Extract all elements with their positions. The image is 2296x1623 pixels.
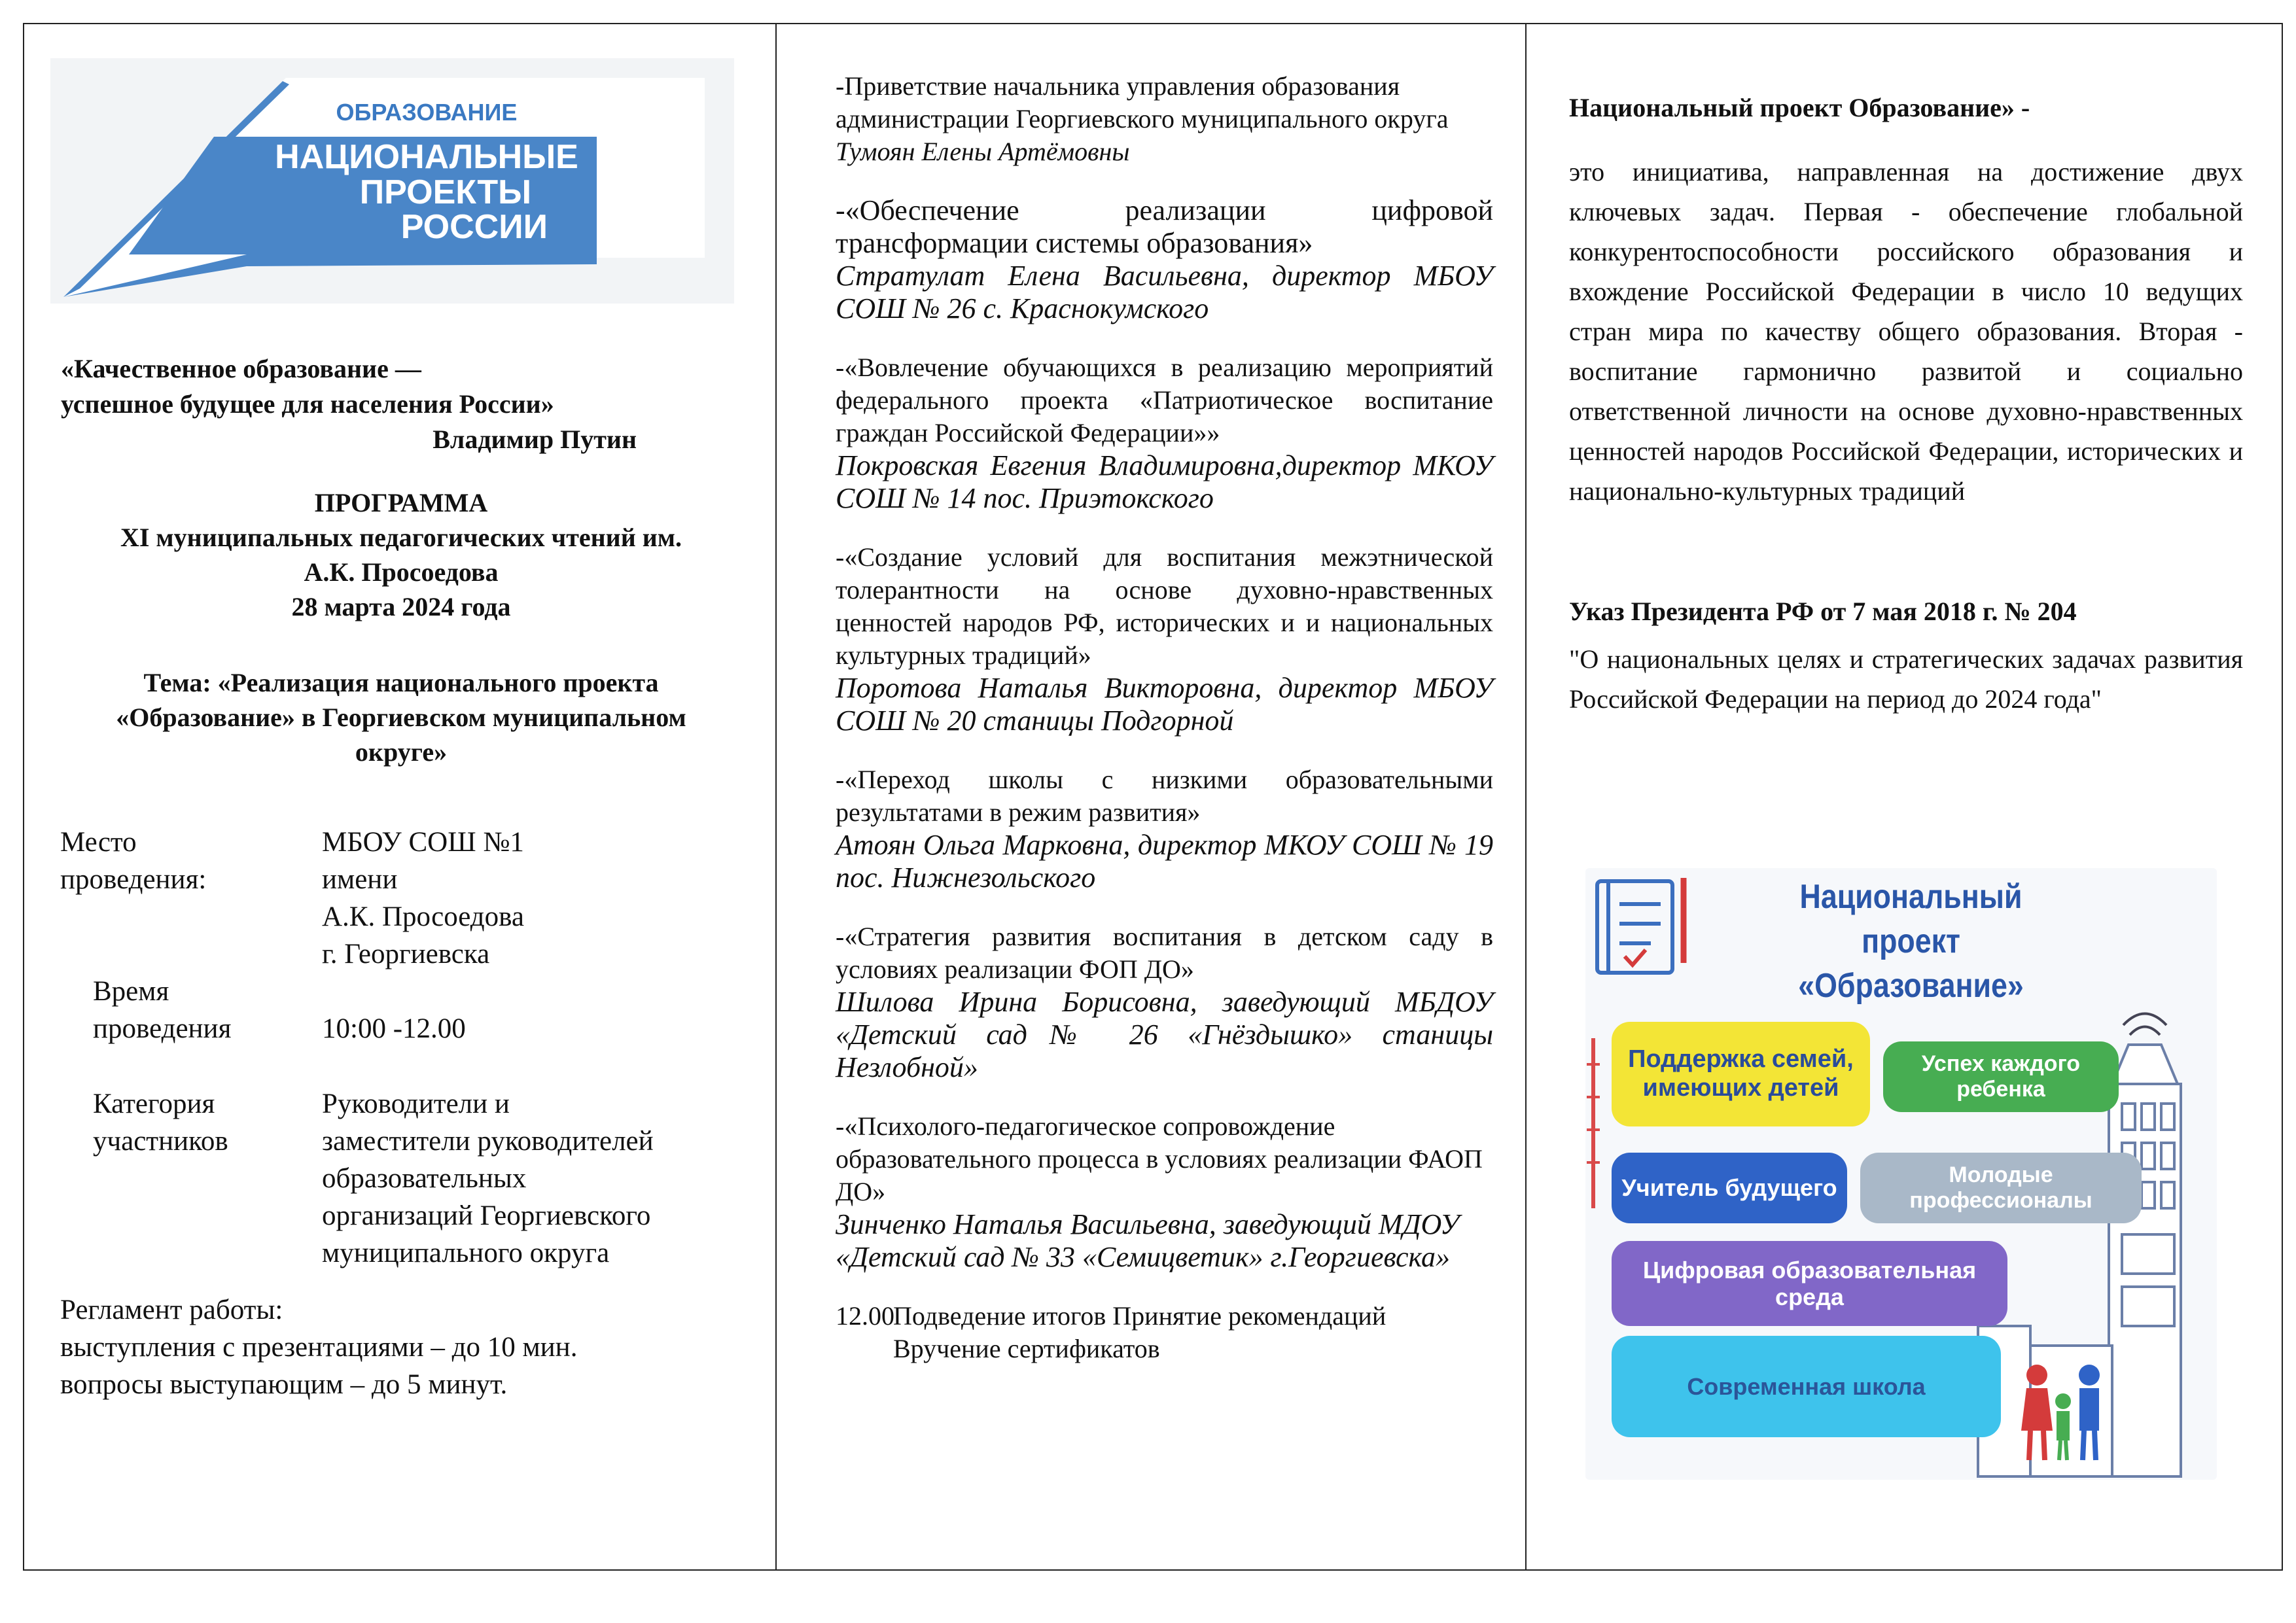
closing-line-2: Вручение сертификатов [893,1334,1160,1363]
venue-line-4: г. Георгиевска [322,939,490,969]
agenda-item-speaker: Зинченко Наталья Васильевна, заведующий МДОУ «Детский сад № 33 «Семицветик» г.Георгиевска» [836,1208,1460,1273]
category-line-1: Руководители и [322,1089,510,1119]
project-infographic [1585,868,2217,1480]
infographic-title [1757,875,2064,1008]
regulation-line-2: вопросы выступающим – до 5 минут. [60,1369,508,1400]
pill-family-support-line-1: Поддержка семей, [1628,1045,1854,1073]
pill-family-support-line-2: имеющих детей [1642,1074,1839,1102]
agenda-item [836,194,1493,325]
agenda-closing [836,1300,1493,1365]
venue-line-3: А.К. Просоедова [322,901,524,932]
program-title: ПРОГРАММА [314,488,488,517]
venue-line-2: имени [322,864,398,895]
pill-modern-school: Современная школа [1612,1336,2001,1437]
theme-line-1: Тема: «Реализация национального проекта [143,668,659,697]
category-value [322,1085,747,1272]
time-value: 10:00 -12.00 [322,1013,466,1044]
thermometer-icon [1587,1038,1600,1208]
logo-text-education: ОБРАЗОВАНИЕ [336,99,518,126]
closing-text [893,1300,1386,1365]
agenda-item-speaker: Поротова Наталья Викторовна, директор МБОУ СОШ № 20 станицы Подгорной [836,672,1493,737]
theme-line-3: округе» [355,737,448,767]
logo-text-projects: ПРОЕКТЫ [359,173,531,211]
time-label [93,973,302,1047]
agenda-item [836,920,1493,1084]
agenda-list [836,70,1493,1365]
epigraph-quote [61,351,676,457]
regulation-line-1: выступления с презентациями – до 10 мин. [60,1332,578,1363]
category-line-5: муниципального округа [322,1238,610,1268]
category-line-2: заместители руководителей [322,1126,654,1157]
logo-graphic [50,58,734,304]
logo-text-national: НАЦИОНАЛЬНЫЕ [275,138,578,176]
pill-success-every-child: Успех каждого ребенка [1883,1041,2119,1112]
quote-line-1: «Качественное образование — [61,354,421,383]
agenda-item-speaker: Покровская Евгения Владимировна,директор МКОУ СОШ № 14 пос. Приэтокского [836,449,1493,514]
quote-line-2: успешное будущее для населения России» [61,389,554,419]
column-program [24,24,777,1569]
time-label-2: проведения [93,1013,232,1044]
notebook-icon [1597,878,1684,973]
agenda-item-speaker: Тумоян Елены Артёмовны [836,137,1130,166]
infographic-title-1: Национальный проект [1799,878,2022,960]
venue-value [322,824,747,973]
agenda-item-title: -«Создание условий для воспитания межэтнической толерантности на основе духовно-нравственных ценностей народов РФ, исторических и и национальных культурных традиций» [836,542,1493,670]
venue-label-1: Место [60,827,137,858]
agenda-item [836,70,1493,168]
agenda-item [836,763,1493,894]
agenda-item-title: -«Психолого-педагогическое сопровождение образовательного процесса в условиях реализации ФАОП ДО» [836,1111,1483,1206]
category-label-2: участников [93,1126,228,1157]
pill-family-support [1612,1022,1870,1126]
project-description: это инициатива, направленная на достижение двух ключевых задач. Первая - обеспечение глобальной конкурентоспособности российского образования и вхождение Российской Федерации в число 10 ведущих стран мира по качеству общего образования. Вторая - воспитание гармонично развитой и социально ответственной личности на основе духовно-нравственных ценностей народов Российской Федерации, исторических и национально-культурных традиций [1569,157,2243,506]
infographic-title-2: «Образование» [1798,967,2024,1005]
agenda-item-title: -Приветствие начальника управления образования администрации Георгиевского муниципального округа [836,71,1449,133]
agenda-item-title: -«Обеспечение реализации цифровой трансформации системы образования» [836,194,1493,259]
category-label-1: Категория [93,1089,215,1119]
venue-label [60,824,296,898]
pill-digital-environment: Цифровая образовательная среда [1612,1241,2007,1326]
regulation-title: Регламент работы: [60,1295,283,1325]
logo-text-russia: РОССИИ [400,208,548,246]
national-projects-logo [50,58,734,304]
agenda-item-title: -«Стратегия развития воспитания в детском саду в условиях реализации ФОП ДО» [836,922,1493,984]
category-line-4: организаций Георгиевского [322,1200,651,1231]
program-date: 28 марта 2024 года [291,592,511,621]
decree-title: Указ Президента РФ от 7 мая 2018 г. № 204 [1569,597,2077,626]
agenda-item-speaker: Стратулат Елена Васильевна, директор МБОУ СОШ № 26 с. Краснокумского [836,260,1493,324]
agenda-item [836,1110,1493,1274]
program-line-2: А.К. Просоедова [304,557,499,587]
time-label-1: Время [93,976,169,1007]
column-agenda [777,24,1527,1569]
venue-label-2: проведения: [60,864,207,895]
brochure-sheet [23,23,2283,1571]
program-line-1: XI муниципальных педагогических чтений им. [120,523,682,552]
pill-young-professionals: Молодые профессионалы [1860,1153,2142,1223]
venue-line-1: МБОУ СОШ №1 [322,827,524,858]
quote-author: Владимир Путин [433,425,637,454]
agenda-item [836,351,1493,515]
decree-text: "О национальных целях и стратегических задачах развития Российской Федерации на период до 2024 года" [1569,644,2243,714]
category-line-3: образовательных [322,1163,527,1194]
program-header [61,485,741,624]
agenda-item [836,541,1493,737]
pill-teacher-future: Учитель будущего [1612,1153,1847,1223]
regulation [60,1291,747,1403]
agenda-item-speaker: Шилова Ирина Борисовна, заведующий МБДОУ «Детский сад№ 26 «Гнёздышко» станицы Незлобной» [836,986,1493,1083]
agenda-item-title: -«Переход школы с низкими образовательными результатами в режим развития» [836,765,1493,827]
agenda-item-speaker: Атоян Ольга Марковна, директор МКОУ СОШ № 19 пос. Нижнезольского [836,829,1493,894]
category-label [93,1085,302,1160]
agenda-item-title: -«Вовлечение обучающихся в реализацию мероприятий федерального проекта «Патриотическое воспитание граждан Российской Федерации»» [836,353,1493,447]
theme-line-2: «Образование» в Георгиевском муниципальном [116,703,686,732]
program-theme [61,665,741,769]
closing-time: 12.00 [836,1301,894,1331]
column-about [1527,24,2282,1569]
closing-line-1: Подведение итогов Принятие рекомендаций [893,1301,1386,1331]
project-heading: Национальный проект Образование» - [1569,93,2030,122]
